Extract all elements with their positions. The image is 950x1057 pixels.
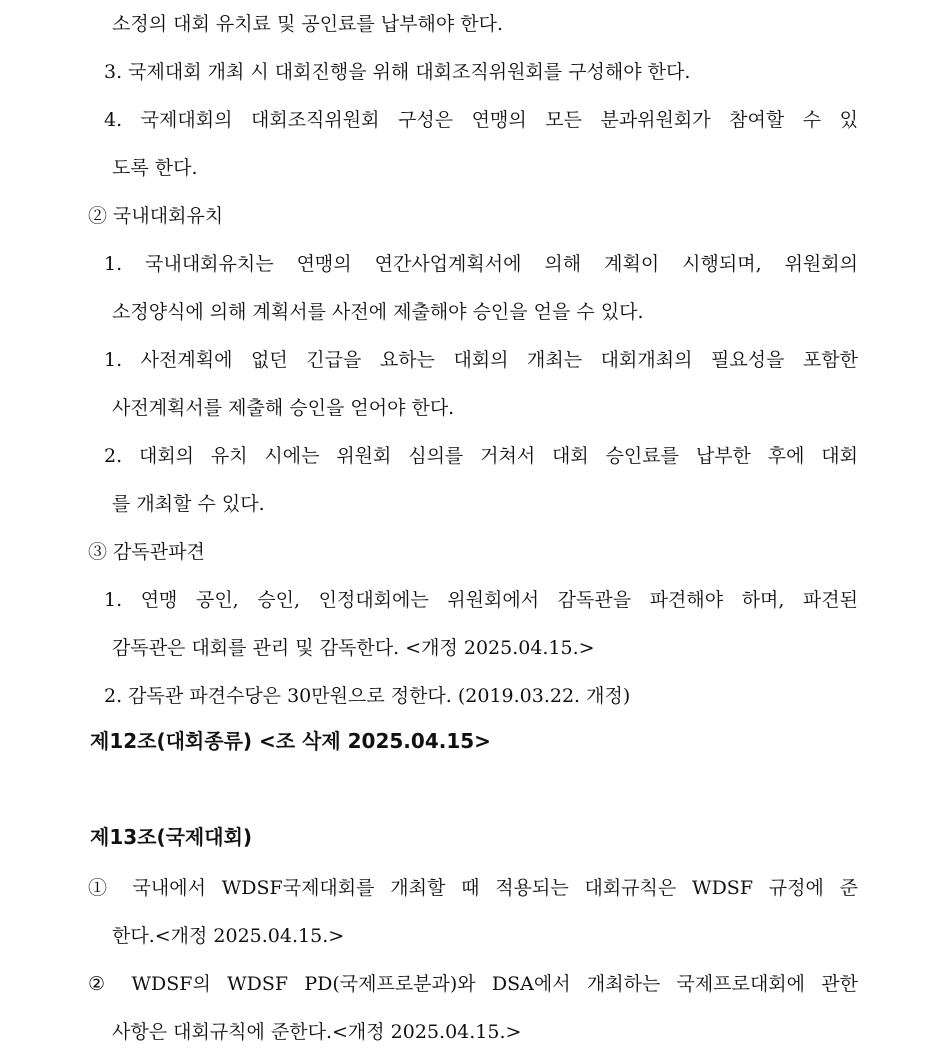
list-item-text: 4. 국제대회의 대회조직위원회 구성은 연맹의 모든 분과위원회가 참여할 수 있 — [104, 109, 858, 131]
section-heading: ③ 감독관파견 — [88, 541, 205, 563]
list-item: 3. 국제대회 개최 시 대회진행을 위해 대회조직위원회를 구성해야 한다. — [104, 61, 691, 83]
list-item — [88, 876, 858, 900]
list-item — [104, 588, 858, 612]
text-line: 소정의 대회 유치료 및 공인료를 납부해야 한다. — [112, 13, 504, 35]
list-item-text: 2. 대회의 유치 시에는 위원회 심의를 거쳐서 대회 승인료를 납부한 후에 대회 — [104, 445, 858, 467]
text-line: 도록 한다. — [112, 157, 198, 179]
text-line: 소정양식에 의해 계획서를 사전에 제출해야 승인을 얻을 수 있다. — [112, 301, 644, 323]
list-item: 2. 감독관 파견수당은 30만원으로 정한다. (2019.03.22. 개정) — [104, 685, 631, 707]
list-item-text: 1. 사전계획에 없던 긴급을 요하는 대회의 개최는 대회개최의 필요성을 포함한 — [104, 349, 858, 371]
list-item — [104, 348, 858, 372]
list-item — [88, 972, 858, 996]
list-item-text: 1. 국내대회유치는 연맹의 연간사업계획서에 의해 계획이 시행되며, 위원회의 — [104, 253, 858, 275]
text-line: 를 개최할 수 있다. — [112, 493, 265, 515]
list-item-text: 1. 연맹 공인, 승인, 인정대회에는 위원회에서 감독관을 파견해야 하며, 파견된 — [104, 589, 858, 611]
text-line: 감독관은 대회를 관리 및 감독한다. <개정 2025.04.15.> — [112, 637, 595, 659]
list-item-text: ① 국내에서 WDSF국제대회를 개최할 때 적용되는 대회규칙은 WDSF 규정에 준 — [88, 877, 858, 899]
text-line: 한다.<개정 2025.04.15.> — [112, 925, 345, 947]
list-item-text: ② WDSF의 WDSF PD(국제프로분과)와 DSA에서 개최하는 국제프로대회에 관한 — [88, 973, 858, 995]
text-line: 사항은 대회규칙에 준한다.<개정 2025.04.15.> — [112, 1021, 522, 1043]
list-item — [104, 444, 858, 468]
article-heading: 제13조(국제대회) — [90, 825, 253, 849]
section-heading: ② 국내대회유치 — [88, 205, 224, 227]
article-heading: 제12조(대회종류) <조 삭제 2025.04.15> — [90, 729, 491, 753]
list-item — [104, 252, 858, 276]
text-line: 사전계획서를 제출해 승인을 얻어야 한다. — [112, 397, 455, 419]
list-item — [104, 108, 858, 132]
